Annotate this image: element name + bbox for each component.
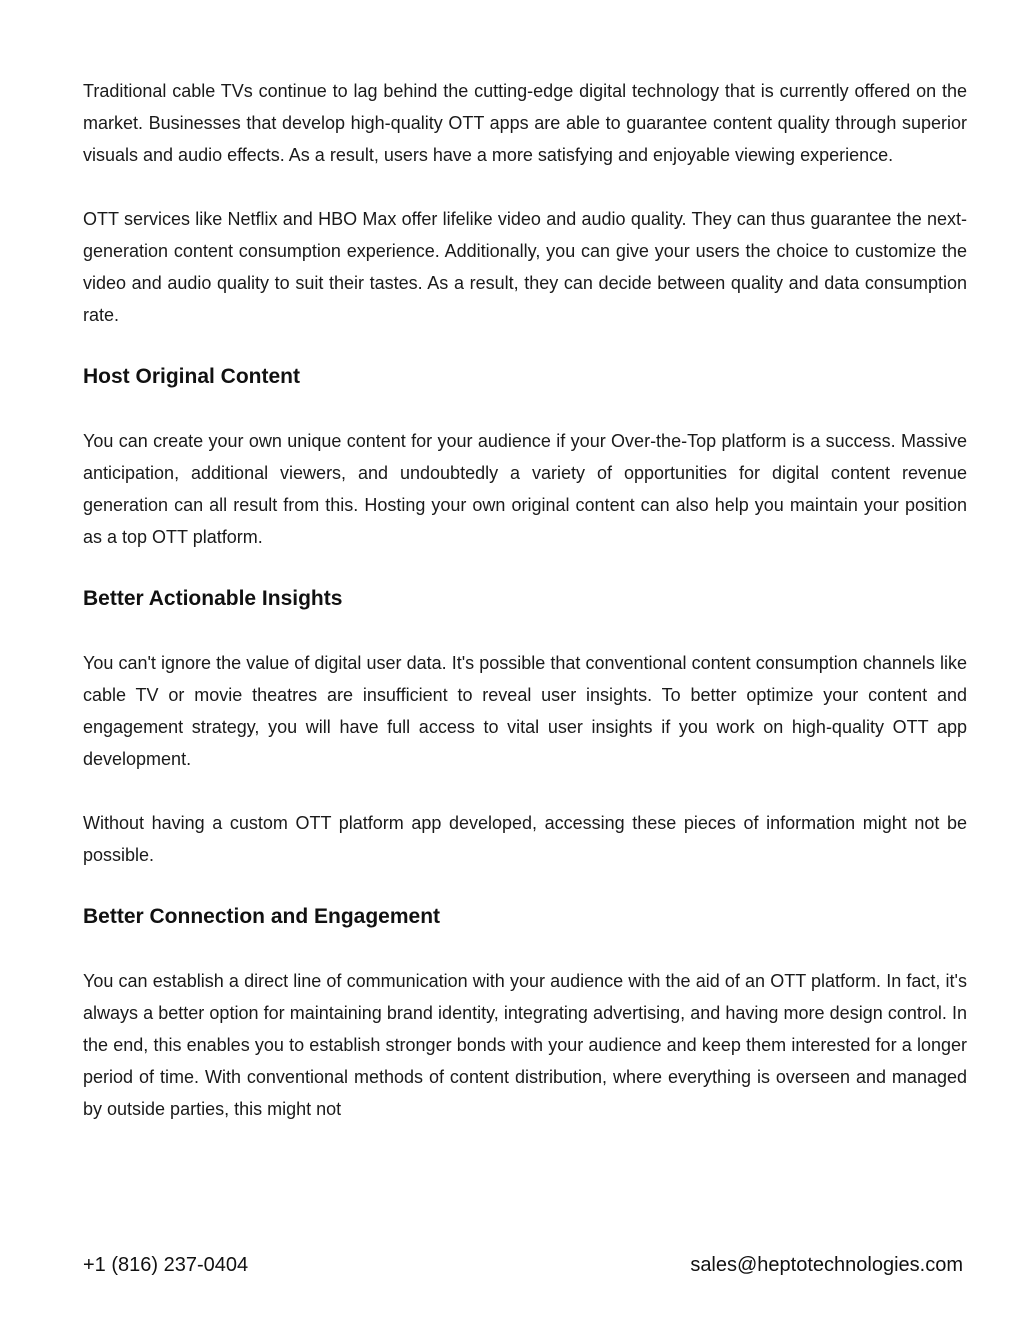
page-footer bbox=[83, 1251, 963, 1279]
connection-engagement-paragraph: You can establish a direct line of communication with your audience with the aid of an OTT platform. In fact, it's always a better option for maintaining brand identity, integrating advertising, and having more design control. In the end, this enables you to establish stronger bonds with your audience and keep them interested for a longer period of time. With conventional methods of content distribution, where everything is overseen and managed by outside parties, this might not bbox=[83, 971, 967, 1119]
actionable-insights-paragraph-1: You can't ignore the value of digital user data. It's possible that conventional content consumption channels like cable TV or movie theatres are insufficient to reveal user insights. To better optimize your content and engagement strategy, you will have full access to vital user insights if you work on high-quality OTT app development. bbox=[83, 653, 967, 769]
section-heading-better-actionable-insights: Better Actionable Insights bbox=[83, 587, 343, 610]
intro-paragraph-2: OTT services like Netflix and HBO Max offer lifelike video and audio quality. They can thus guarantee the next-generation content consumption experience. Additionally, you can give your users the choice to customize the video and audio quality to suit their tastes. As a result, they can decide between quality and data consumption rate. bbox=[83, 209, 967, 325]
section-heading-host-original-content: Host Original Content bbox=[83, 365, 300, 388]
section-heading-better-connection-engagement: Better Connection and Engagement bbox=[83, 905, 441, 928]
footer-phone: +1 (816) 237-0404 bbox=[83, 1254, 249, 1276]
intro-paragraph-1: Traditional cable TVs continue to lag behind the cutting-edge digital technology that is currently offered on the market. Businesses that develop high-quality OTT apps are able to guarantee content quality through superior visuals and audio effects. As a result, users have a more satisfying and enjoyable viewing experience. bbox=[83, 81, 967, 165]
document-body bbox=[83, 75, 967, 1125]
actionable-insights-paragraph-2: Without having a custom OTT platform app developed, accessing these pieces of information might not be possible. bbox=[83, 813, 967, 865]
footer-email: sales@heptotechnologies.com bbox=[690, 1254, 963, 1276]
host-original-content-paragraph: You can create your own unique content for your audience if your Over-the-Top platform is a success. Massive anticipation, additional viewers, and undoubtedly a variety of opportunities for digital content revenue generation can all result from this. Hosting your own original content can also help you maintain your position as a top OTT platform. bbox=[83, 431, 967, 547]
